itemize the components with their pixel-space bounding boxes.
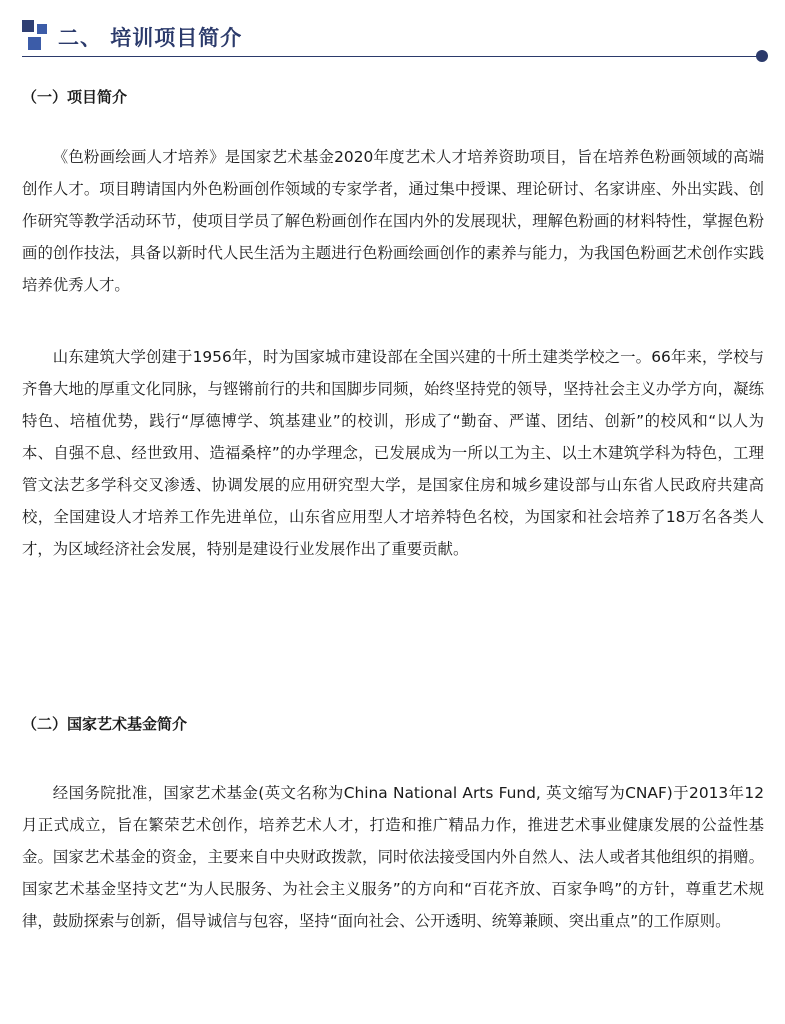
paragraph-university-intro: 山东建筑大学创建于1956年，时为国家城市建设部在全国兴建的十所土建类学校之一。66年来，学校与齐鲁大地的厚重文化同脉，与铿锵前行的共和国脚步同频，始终坚持党的领导，坚持社会主义办学方向，凝练特色、培植优势，践行“厚德博学、筑基建业”的校训，形成了“勤奋、严谨、团结、创新”的校风和“以人为本、自强不息、经世致用、造福桑梓”的办学理念，已发展成为一所以工为主、以土木建筑学科为特色，工理管文法艺多学科交叉渗透、协调发展的应用研究型大学，是国家住房和城乡建设部与山东省人民政府共建高校，全国建设人才培养工作先进单位，山东省应用型人才培养特色名校，为国家和社会培养了18万名各类人才，为区域经济社会发展，特别是建设行业发展作出了重要贡献。 bbox=[22, 348, 764, 558]
paragraph-fund-intro: 经国务院批准，国家艺术基金(英文名称为China National Arts Fund, 英文缩写为CNAF)于2013年12月正式成立，旨在繁荣艺术创作，培养艺术人才，打造和推广精品力作，推进艺术事业健康发展的公益性基金。国家艺术基金的资金，主要来自中央财政拨款，同时依法接受国内外自然人、法人或者其他组织的捐赠。国家艺术基金坚持文艺“为人民服务、为社会主义服务”的方向和“百花齐放、百家争鸣”的方针，尊重艺术规律，鼓励探索与创新，倡导诚信与包容，坚持“面向社会、公开透明、统筹兼顾、突出重点”的工作原则。 bbox=[22, 784, 764, 930]
squares-logo-icon bbox=[22, 20, 50, 54]
section-header bbox=[22, 18, 770, 60]
logo-square-bottom bbox=[28, 37, 41, 50]
divider-end-dot-icon bbox=[756, 50, 768, 62]
paragraph-project-intro: 《色粉画绘画人才培养》是国家艺术基金2020年度艺术人才培养资助项目，旨在培养色粉画领域的高端创作人才。项目聘请国内外色粉画创作领域的专家学者，通过集中授课、理论研讨、名家讲座、外出实践、创作研究等教学活动环节，使项目学员了解色粉画创作在国内外的发展现状，理解色粉画的材料特性，掌握色粉画的创作技法，具备以新时代人民生活为主题进行色粉画绘画创作的素养与能力，为我国色粉画艺术创作实践培养优秀人才。 bbox=[22, 148, 764, 294]
header-divider bbox=[22, 56, 760, 57]
section-title-project-intro: （一）项目简介 bbox=[22, 88, 128, 106]
section-title-fund-intro: （二）国家艺术基金简介 bbox=[22, 715, 188, 733]
page-title: 二、 培训项目简介 bbox=[58, 26, 243, 50]
logo-square-top-left bbox=[22, 20, 34, 32]
logo-square-top-right bbox=[37, 24, 47, 34]
